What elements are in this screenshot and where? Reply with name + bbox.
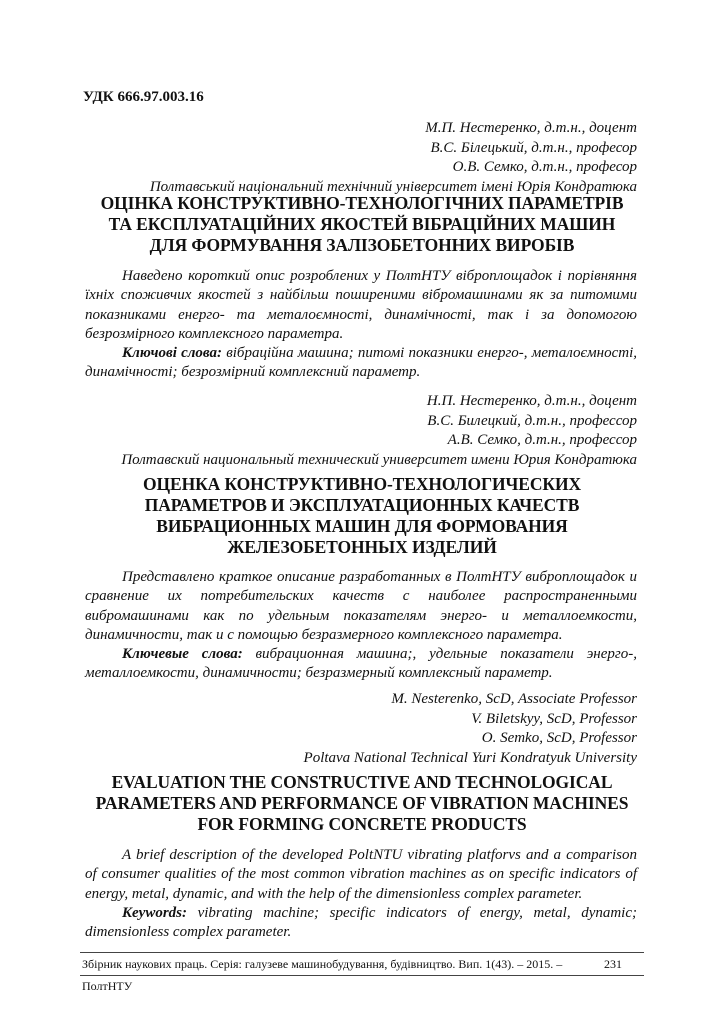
title-line: ЖЕЛЕЗОБЕТОННЫХ ИЗДЕЛИЙ [227,537,497,557]
author-line: А.В. Семко, д.т.н., профессор [447,432,637,448]
author-line: O. Semko, ScD, Professor [481,730,637,746]
abstract-ru [85,568,637,684]
keywords-label: Ключові слова: [122,345,223,362]
authors-en [304,690,637,768]
abstract-text: A brief description of the developed PoltNTU vibrating platforvs and a comparison of consumer qualities of the most common vibration machines as on specific indicators of energy, metal, dynamic, and with the help of the dimensionless complex parameter. [85,847,637,902]
author-line: В.С. Билецкий, д.т.н., профессор [427,412,637,429]
keywords-label: Ключевые слова: [122,646,243,663]
abstract-text: Наведено короткий опис розроблених у ПолтНТУ віброплощадок і порівняння їхніх споживчих якостей з найбільш поширеними вібромашинами як за питомими показниками енерго- та металоємності, динамічності, так і за допомогою безрозмірного комплексного параметра. [85,268,637,342]
keywords [85,344,637,383]
author-line: M. Nesterenko, ScD, Associate Professor [391,691,637,707]
author-line: М.П. Нестеренко, д.т.н., доцент [425,120,637,136]
abstract-text: Представлено краткое описание разработанных в ПолтНТУ виброплощадок и сравнение их потребительских качеств с наиболее распространенными вибромашинами как по удельным показателям энерго- и металлоемкости, динамичности, так и с помощью безразмерного комплексного параметра. [85,569,637,643]
page-number: 231 [604,957,622,971]
title-line: FOR FORMING CONCRETE PRODUCTS [197,814,527,834]
journal-citation: Збірник наукових праць. Серія: галузеве машинобудування, будівництво. Вип. 1(43). – 2015. – ПолтНТУ [82,957,563,993]
author-line: V. Biletskyy, ScD, Professor [471,710,637,727]
keywords-text: вібраційна машина; питомі показники енерго-, металоємності, динамічності; безрозмірний комплексний параметр. [85,345,637,381]
title-line: ОЦЕНКА КОНСТРУКТИВНО-ТЕХНОЛОГИЧЕСКИХ [142,474,582,494]
title-en [70,772,654,835]
title-line: EVALUATION THE CONSTRUCTIVE AND TECHNOLOGICAL [111,772,613,792]
author-line: В.С. Білецький, д.т.н., професор [430,139,637,156]
title-line: ВИБРАЦИОННЫХ МАШИН ДЛЯ ФОРМОВАНИЯ [156,516,568,536]
title-line: ОЦІНКА КОНСТРУКТИВНО-ТЕХНОЛОГІЧНИХ ПАРАМЕТРІВ [100,193,624,213]
title-ru [70,474,654,558]
udk-code: УДК 666.97.003.16 [83,89,204,105]
title-line: PARAMETERS AND PERFORMANCE OF VIBRATION MACHINES [95,793,629,813]
affiliation: Полтавський національний технічний університет імені Юрія Кондратюка [149,178,637,195]
keywords-text: вибрационная машина;, удельные показатели энерго-, металлоемкости, динамичности; безразмерный комплексный параметр. [85,646,637,682]
keywords-text: vibrating machine; specific indicators of energy, metal, dynamic; dimensionless complex parameter. [85,904,637,941]
author-line: О.В. Семко, д.т.н., професор [452,159,637,175]
author-line: Н.П. Нестеренко, д.т.н., доцент [426,393,637,409]
keywords [85,645,637,684]
abstract-en [85,846,637,942]
keywords-label: Keywords: [122,904,187,921]
authors-ua [150,119,637,197]
title-line: ПАРАМЕТРОВ И ЭКСПЛУАТАЦИОННЫХ КАЧЕСТВ [144,495,580,515]
title-line: ТА ЕКСПЛУАТАЦІЙНИХ ЯКОСТЕЙ ВІБРАЦІЙНИХ МАШИН [108,214,616,234]
affiliation: Poltava National Technical Yuri Kondratyuk University [303,749,637,766]
keywords [85,904,637,943]
affiliation: Полтавский национальный технический университет имени Юрия Кондратюка [121,451,637,468]
title-line: ДЛЯ ФОРМУВАННЯ ЗАЛІЗОБЕТОННИХ ВИРОБІВ [149,235,575,255]
page-footer [80,952,644,993]
authors-ru [121,392,637,470]
title-ua [70,193,654,256]
abstract-ua [85,267,637,383]
